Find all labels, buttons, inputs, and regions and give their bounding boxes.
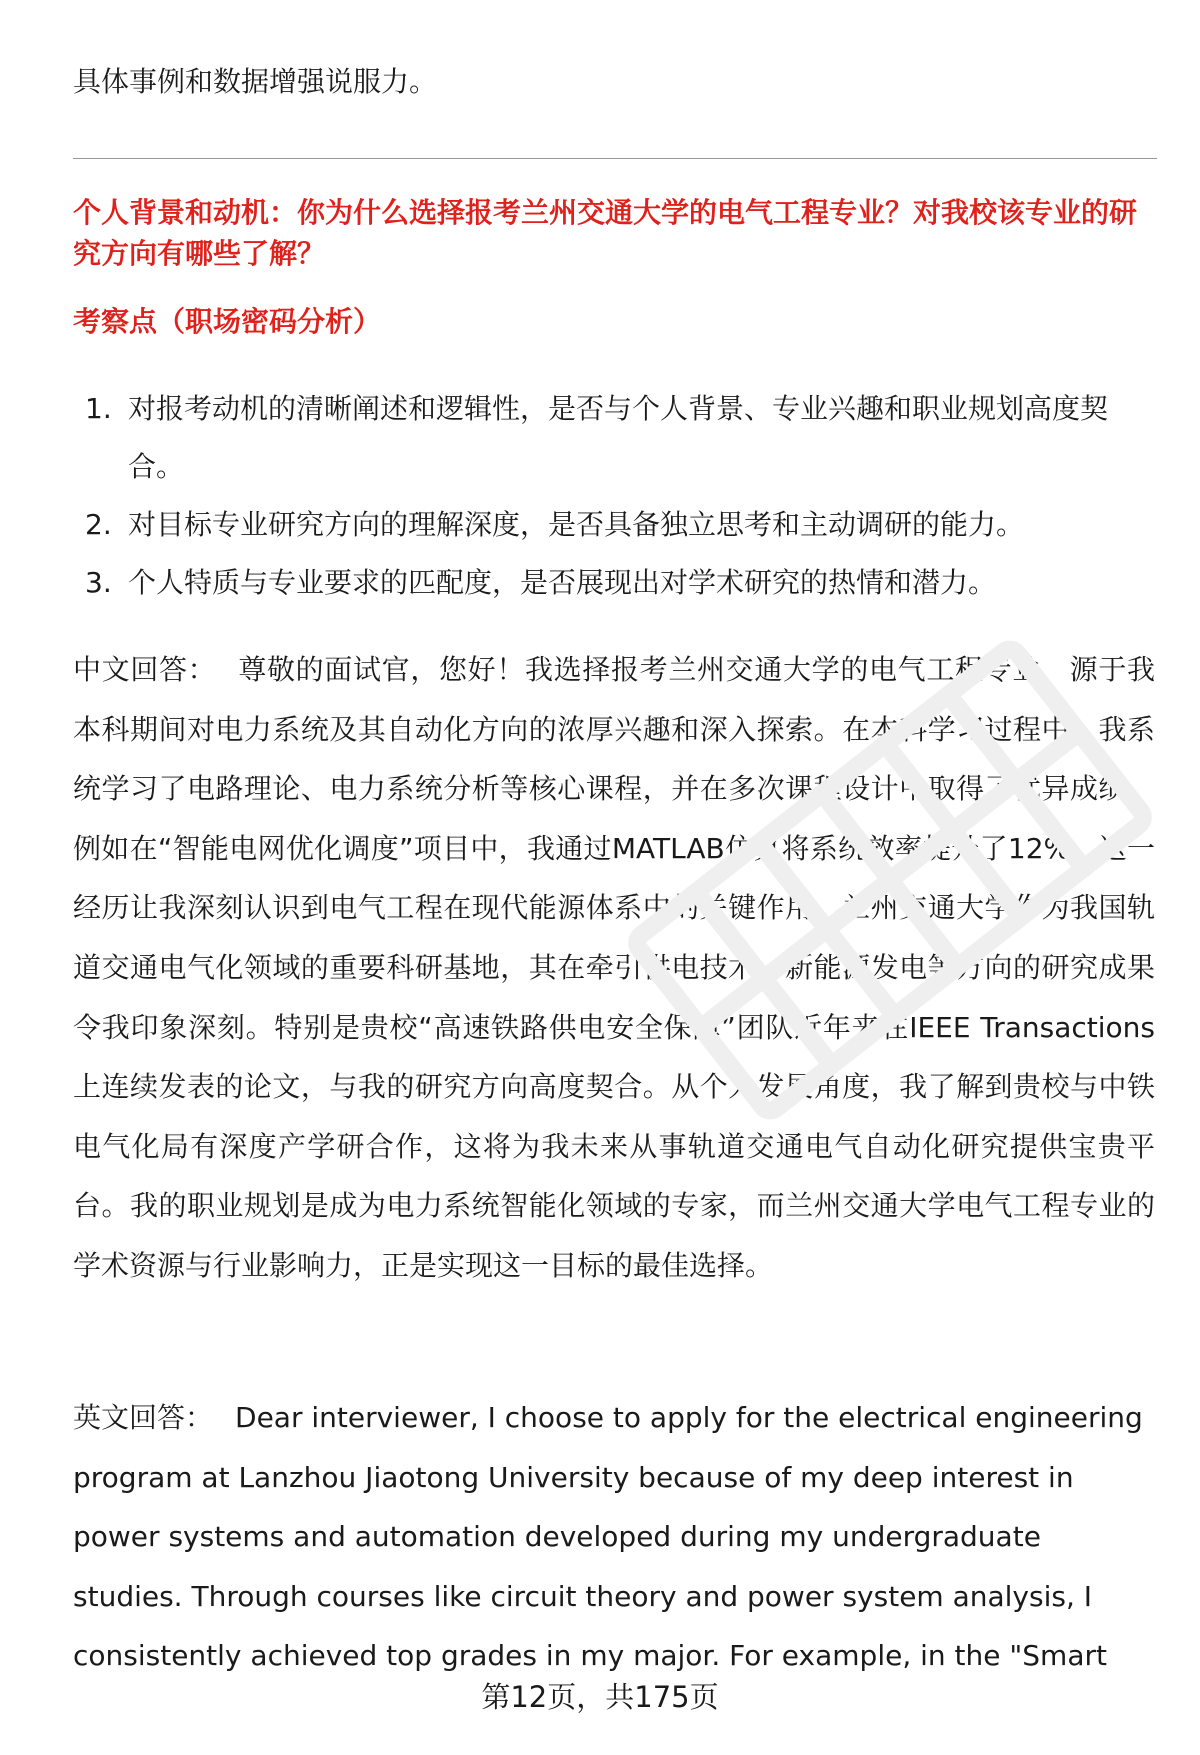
exam-point-item — [73, 380, 1157, 496]
intro-line: 具体事例和数据增强说服力。 — [73, 65, 438, 98]
exam-points-list — [73, 380, 1157, 612]
english-answer — [73, 1388, 1157, 1686]
chinese-answer-text: 尊敬的面试官，您好！我选择报考兰州交通大学的电气工程专业，源于我本科期间对电力系统及其自动化方向的浓厚兴趣和深入探索。在本科学习过程中，我系统学习了电路理论、电力系统分析等核心课程，并在多次课程设计中取得了优异成绩，例如在“智能电网优化调度”项目中，我通过MATLAB仿真将系统效率提升了12%，这一经历让我深刻认识到电气工程在现代能源体系中的关键作用。兰州交通大学作为我国轨道交通电气化领域的重要科研基地，其在牵引供电技术、新能源发电等方向的研究成果令我印象深刻。特别是贵校“高速铁路供电安全保障”团队近年来在IEEE Transactions上连续发表的论文，与我的研究方向高度契合。从个人发展角度，我了解到贵校与中铁电气化局有深度产学研合作，这将为我未来从事轨道交通电气自动化研究提供宝贵平台。我的职业规划是成为电力系统智能化领域的专家，而兰州交通大学电气工程专业的学术资源与行业影响力，正是实现这一目标的最佳选择。 — [73, 653, 1155, 1282]
chinese-answer-label: 中文回答： — [73, 653, 217, 686]
chinese-answer — [73, 640, 1155, 1296]
exam-point-text: 个人特质与专业要求的匹配度，是否展现出对学术研究的热情和潜力。 — [128, 566, 997, 599]
english-answer-text: Dear interviewer, I choose to apply for the electrical engineering program at Lanzhou Jiaotong University because of my deep interest in power systems and automation developed during my undergraduate studies. Through courses like circuit theory and power system analysis, I consistently achieved top grades in my major. For example, in the "Smart — [73, 1401, 1143, 1673]
section-divider — [73, 158, 1157, 159]
exam-point-item — [73, 554, 1157, 612]
page-number-footer: 第12页，共175页 — [481, 1680, 719, 1714]
exam-point-text: 对报考动机的清晰阐述和逻辑性，是否与个人背景、专业兴趣和职业规划高度契合。 — [128, 392, 1109, 483]
question-heading: 个人背景和动机：你为什么选择报考兰州交通大学的电气工程专业？对我校该专业的研究方向有哪些了解？ — [73, 196, 1138, 270]
english-answer-label: 英文回答： — [73, 1401, 214, 1434]
exam-point-number: 3. — [85, 566, 112, 599]
exam-point-number: 1. — [85, 392, 112, 425]
exam-point-text: 对目标专业研究方向的理解深度，是否具备独立思考和主动调研的能力。 — [128, 508, 1025, 541]
exam-point-number: 2. — [85, 508, 112, 541]
exam-point-item — [73, 496, 1157, 554]
exam-points-title: 考察点（职场密码分析） — [73, 305, 382, 338]
